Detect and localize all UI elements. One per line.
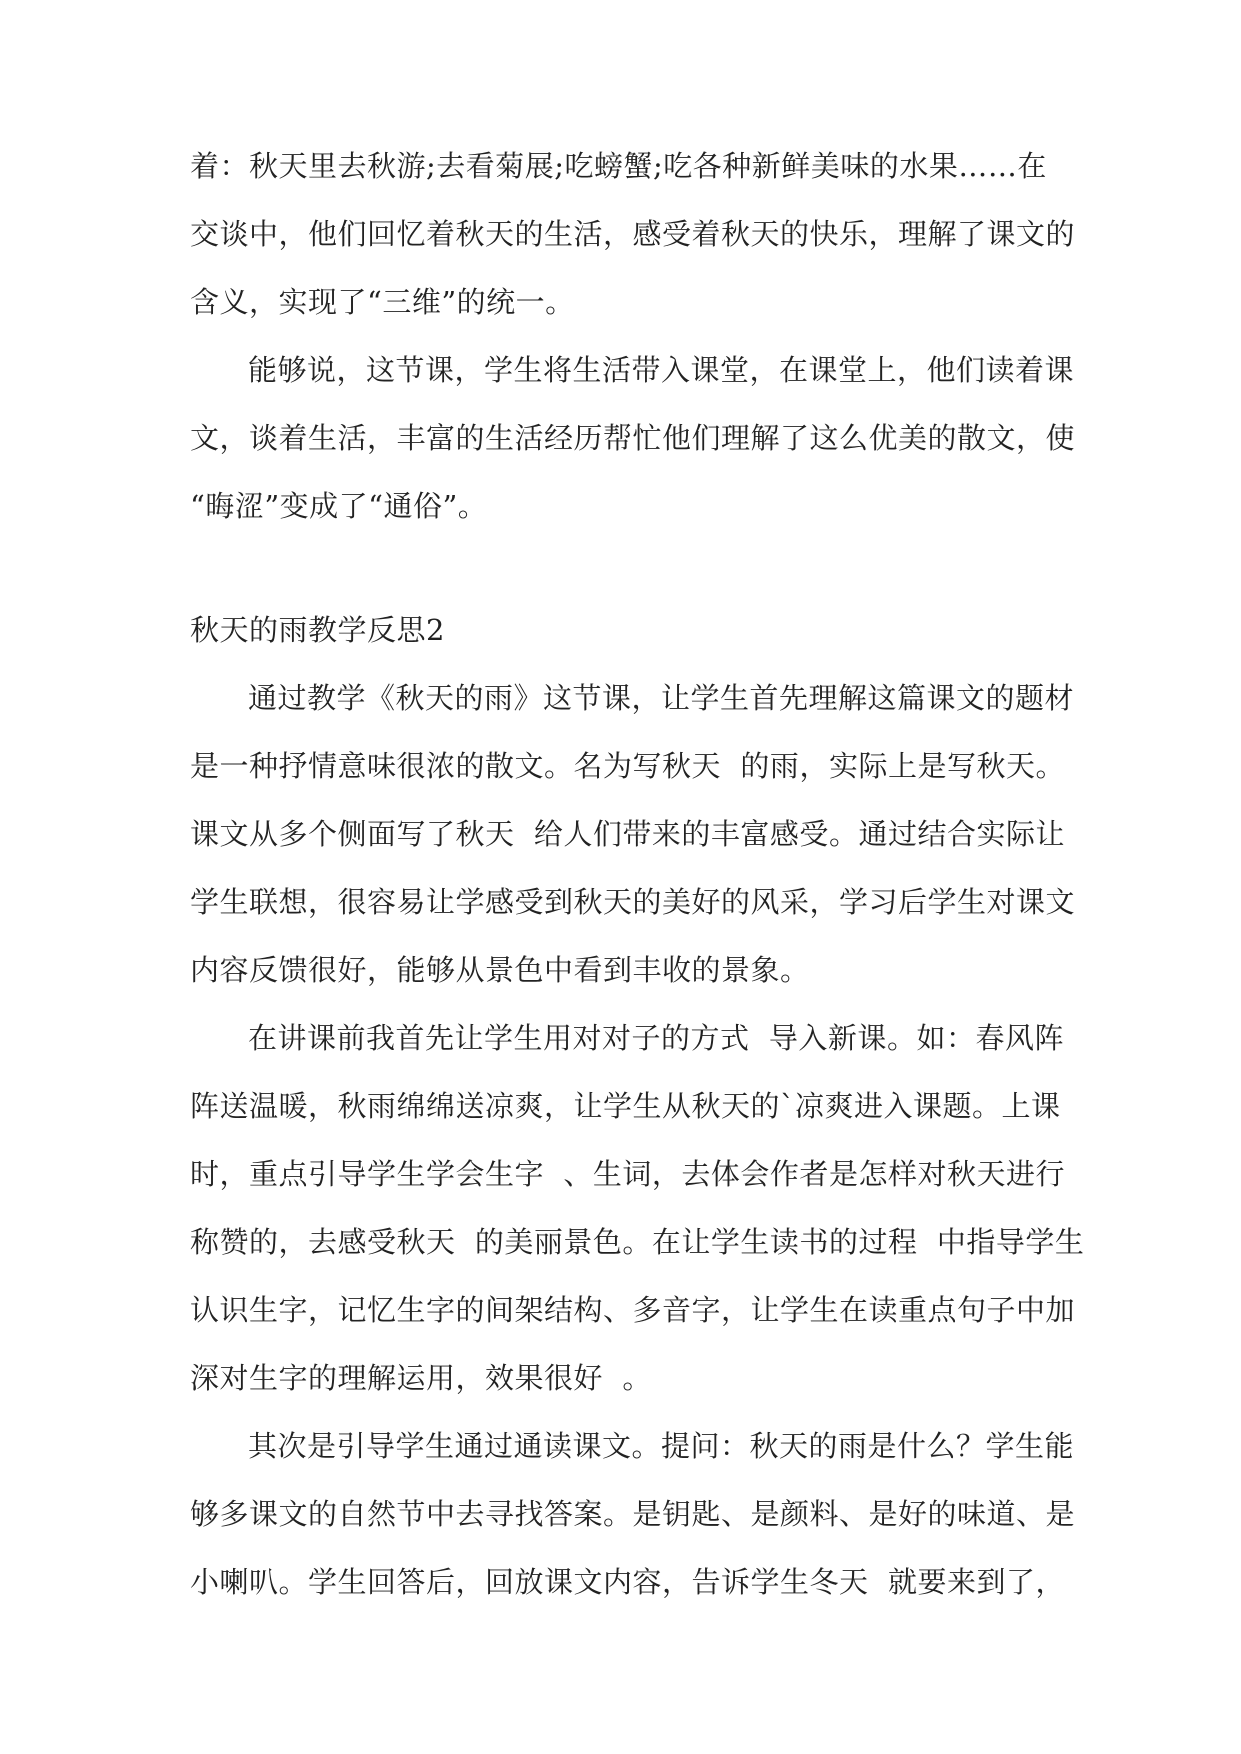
paragraph-4-line-3: 时，重点引导学生学会生字 、生词，去体会作者是怎样对秋天进行: [190, 1157, 1065, 1191]
paragraph-2-line-2: 文，谈着生活，丰富的生活经历帮忙他们理解了这么优美的散文，使: [190, 421, 1076, 455]
paragraph-4-line-5: 认识生字，记忆生字的间架结构、多音字，让学生在读重点句子中加: [190, 1293, 1076, 1327]
paragraph-4-line-6: 深对生字的理解运用，效果很好 。: [190, 1361, 652, 1395]
paragraph-5-line-1: 其次是引导学生通过通读课文。提问：秋天的雨是什么？学生能: [248, 1429, 1075, 1463]
paragraph-4-line-4: 称赞的，去感受秋天 的美丽景色。在让学生读书的过程 中指导学生: [190, 1225, 1085, 1259]
paragraph-3-line-5: 内容反馈很好，能够从景色中看到丰收的景象。: [190, 953, 810, 987]
paragraph-1-line-1: 着：秋天里去秋游;去看菊展;吃螃蟹;吃各种新鲜美味的水果……在: [190, 149, 1047, 183]
paragraph-5-line-2: 够多课文的自然节中去寻找答案。是钥匙、是颜料、是好的味道、是: [190, 1497, 1076, 1531]
paragraph-4-line-2: 阵送温暖，秋雨绵绵送凉爽，让学生从秋天的`凉爽进入课题。上课: [190, 1089, 1061, 1123]
paragraph-3-line-3: 课文从多个侧面写了秋天 给人们带来的丰富感受。通过结合实际让: [190, 817, 1065, 851]
paragraph-3-line-1: 通过教学《秋天的雨》这节课，让学生首先理解这篇课文的题材: [248, 681, 1075, 715]
paragraph-1-line-3: 含义，实现了“三维”的统一。: [190, 285, 575, 319]
section-heading: 秋天的雨教学反思2: [190, 613, 445, 647]
paragraph-3-line-2: 是一种抒情意味很浓的散文。名为写秋天 的雨，实际上是写秋天。: [190, 749, 1065, 783]
paragraph-2-line-1: 能够说，这节课，学生将生活带入课堂，在课堂上，他们读着课: [248, 353, 1075, 387]
paragraph-5-line-3: 小喇叭。学生回答后，回放课文内容，告诉学生冬天 就要来到了，: [190, 1565, 1065, 1599]
paragraph-1-line-2: 交谈中，他们回忆着秋天的生活，感受着秋天的快乐，理解了课文的: [190, 217, 1076, 251]
paragraph-2-line-3: “晦涩”变成了“通俗”。: [190, 489, 488, 523]
paragraph-4-line-1: 在讲课前我首先让学生用对对子的方式 导入新课。如：春风阵: [248, 1021, 1064, 1055]
paragraph-3-line-4: 学生联想，很容易让学感受到秋天的美好的风采，学习后学生对课文: [190, 885, 1076, 919]
